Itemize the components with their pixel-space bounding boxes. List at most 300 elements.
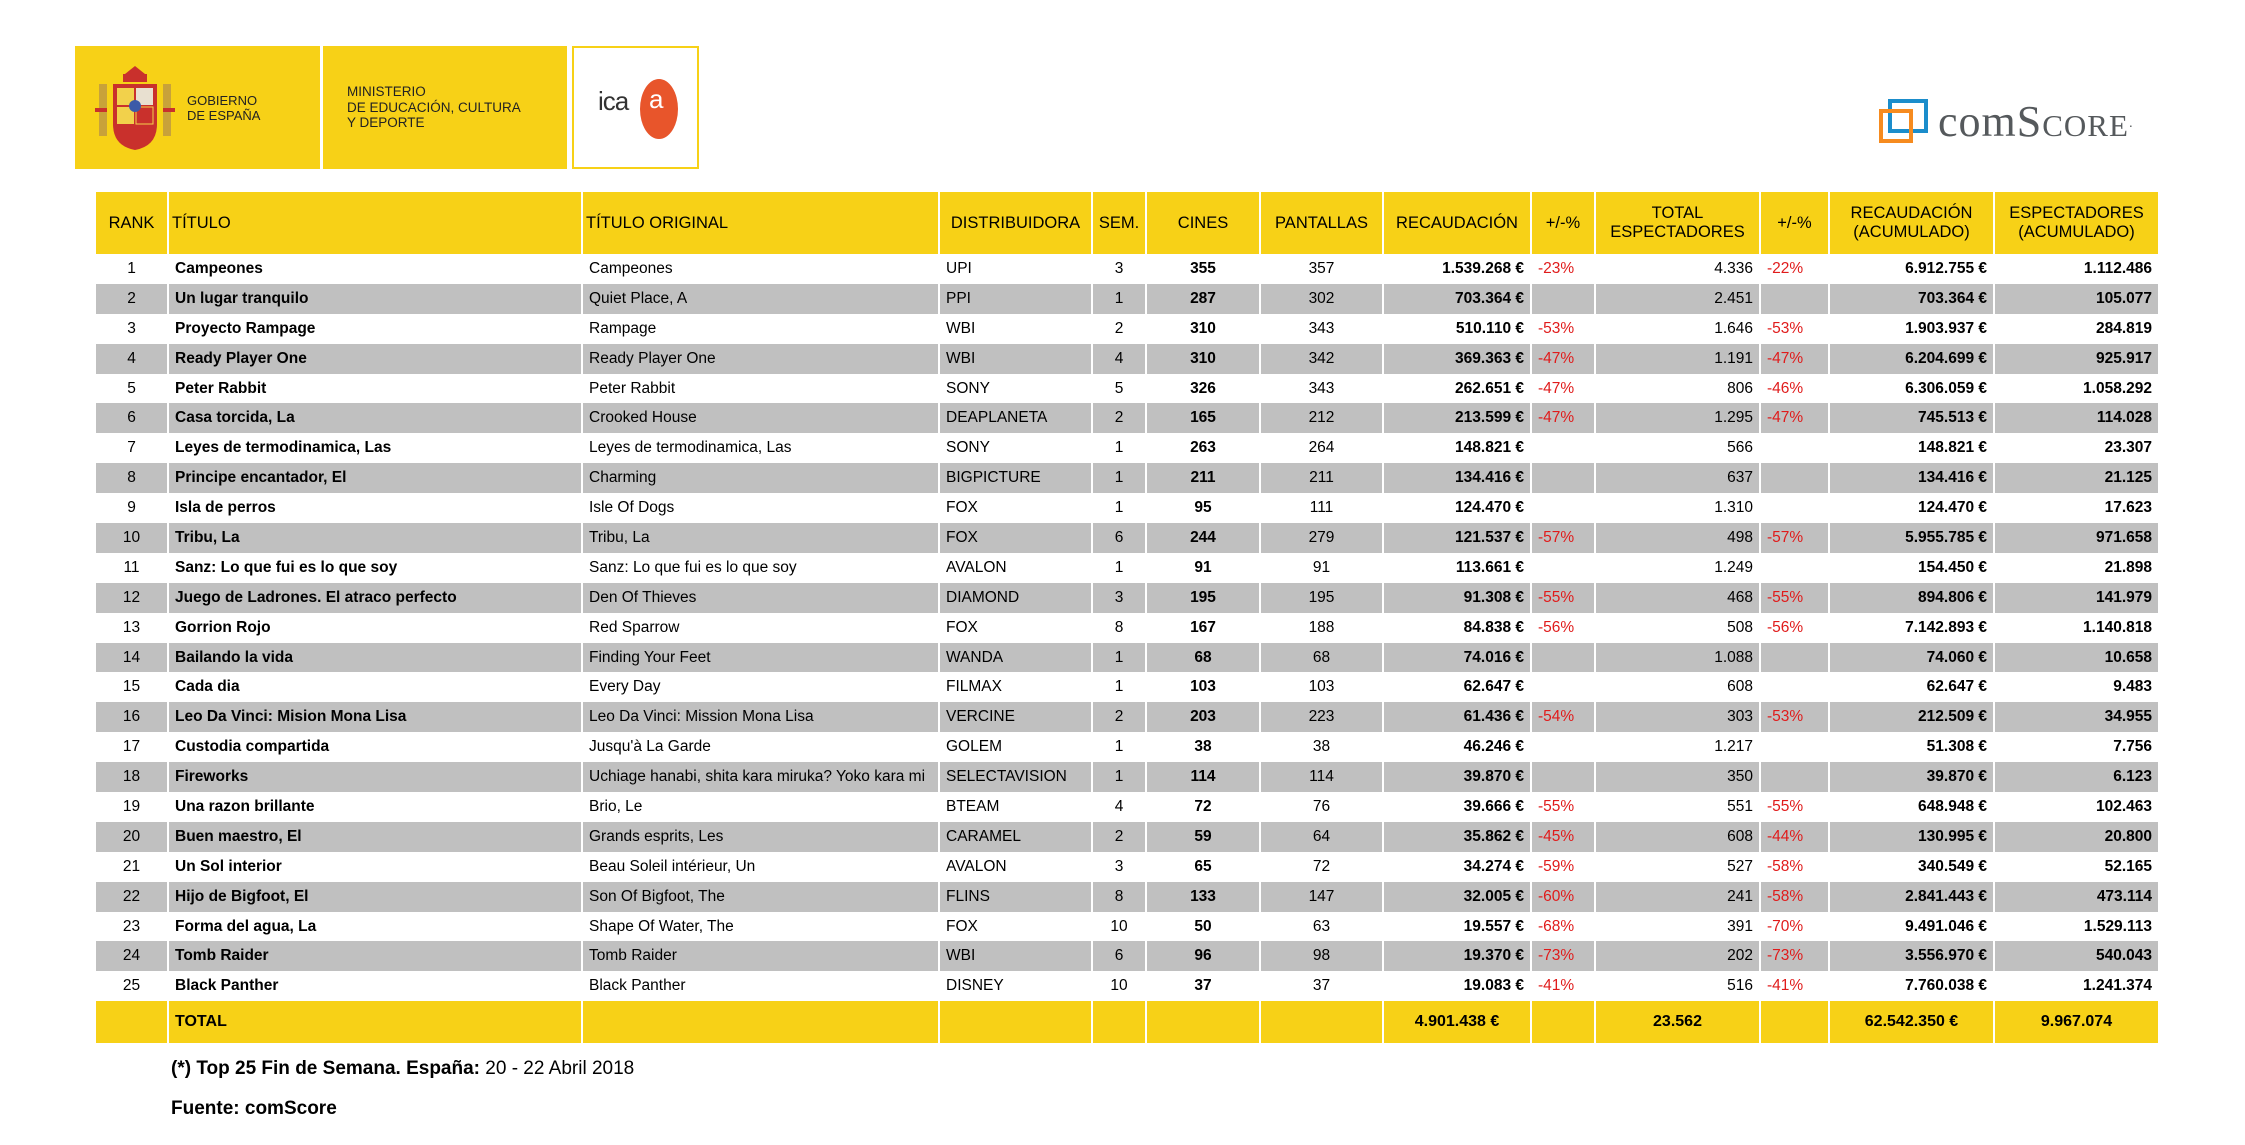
cell-espectadores-acumulado: 1.241.374	[2083, 977, 2152, 995]
cell-var-recaudacion: -57%	[1532, 523, 1594, 553]
ministerio-line2: DE EDUCACIÓN, CULTURA	[347, 99, 521, 115]
cell-espectadores: 516	[1727, 977, 1753, 995]
cell-cines: 355	[1190, 259, 1216, 277]
cell-distribuidora: DIAMOND	[940, 583, 1091, 613]
cell-cines: 310	[1190, 319, 1216, 337]
cell-distribuidora: BIGPICTURE	[940, 463, 1091, 493]
cell-sem: 4	[1114, 797, 1124, 815]
cell-sem: 1	[1114, 439, 1124, 457]
cell-pantallas: 264	[1308, 439, 1335, 457]
cell-rank: 16	[96, 702, 167, 732]
cell-rank: 14	[96, 643, 167, 673]
table-row	[96, 732, 2158, 762]
cell-recaudacion-acumulado: 648.948 €	[1918, 797, 1987, 815]
cell-pantallas: 103	[1308, 678, 1335, 696]
table-row	[96, 852, 2158, 882]
cell-espectadores-acumulado: 925.917	[1995, 344, 2158, 374]
cell-var-espectadores: -55%	[1761, 583, 1828, 613]
cell-var-espectadores: -41%	[1767, 977, 1804, 995]
cell-cines: 287	[1147, 284, 1259, 314]
ministerio-line1: MINISTERIO	[347, 84, 426, 100]
cell-distribuidora: CARAMEL	[940, 822, 1091, 852]
table-row	[96, 433, 2158, 463]
cell-distribuidora: BTEAM	[946, 797, 1000, 815]
col-var-recaudacion: +/-%	[1532, 192, 1594, 254]
cell-var-recaudacion: -47%	[1532, 403, 1594, 433]
cell-sem: 2	[1093, 822, 1145, 852]
cell-distribuidora: FOX	[946, 499, 978, 517]
cell-recaudacion-acumulado: 39.870 €	[1830, 762, 1993, 792]
cell-recaudacion: 34.274 €	[1463, 857, 1524, 875]
col-titulo-original: TÍTULO ORIGINAL	[583, 192, 938, 254]
cell-espectadores: 608	[1596, 822, 1759, 852]
cell-espectadores-acumulado: 21.898	[2104, 558, 2152, 576]
cell-distribuidora: SONY	[946, 379, 990, 397]
cell-title: Proyecto Rampage	[175, 319, 316, 337]
cell-cines: 114	[1147, 762, 1259, 792]
cell-title: Ready Player One	[169, 344, 581, 374]
cell-title: Cada dia	[175, 678, 240, 696]
table-row	[96, 882, 2158, 912]
cell-distribuidora: DISNEY	[946, 977, 1004, 995]
cell-cines: 37	[1194, 977, 1212, 995]
cell-var-espectadores: -56%	[1767, 618, 1804, 636]
cell-espectadores: 2.451	[1596, 284, 1759, 314]
cell-title: Tribu, La	[169, 523, 581, 553]
cell-distribuidora: FOX	[946, 917, 978, 935]
cell-cines: 96	[1147, 941, 1259, 971]
cell-var-espectadores	[1761, 553, 1828, 583]
cell-espectadores-acumulado: 114.028	[1995, 403, 2158, 433]
cell-recaudacion: 121.537 €	[1384, 523, 1530, 553]
cell-rank: 2	[96, 284, 167, 314]
table-row	[96, 822, 2158, 852]
cell-var-espectadores	[1761, 463, 1828, 493]
cell-sem: 1	[1093, 643, 1145, 673]
cell-espectadores-acumulado: 1.058.292	[2083, 379, 2152, 397]
cell-original-title: Finding Your Feet	[583, 643, 938, 673]
source-note: Fuente: comScore	[171, 1098, 337, 1119]
cell-original-title: Den Of Thieves	[583, 583, 938, 613]
cell-original-title: Every Day	[589, 678, 661, 696]
totals-label: TOTAL	[169, 1001, 581, 1043]
total-espectadores: 23.562	[1596, 1001, 1759, 1043]
cell-recaudacion: 124.470 €	[1455, 499, 1524, 517]
cell-pantallas: 76	[1312, 797, 1331, 815]
cell-espectadores: 1.295	[1596, 403, 1759, 433]
total-recaudacion-acumulado: 62.542.350 €	[1830, 1001, 1993, 1043]
col-espectadores-acumulado: ESPECTADORES (ACUMULADO)	[1995, 192, 2158, 254]
cell-cines: 167	[1190, 618, 1216, 636]
cell-recaudacion: 19.557 €	[1463, 917, 1524, 935]
cell-title: Casa torcida, La	[169, 403, 581, 433]
cell-pantallas: 64	[1261, 822, 1382, 852]
comscore-wordmark: comScore	[1938, 97, 2129, 146]
cell-distribuidora: FILMAX	[946, 678, 1002, 696]
cell-cines: 50	[1194, 917, 1212, 935]
cell-var-espectadores: -44%	[1761, 822, 1828, 852]
cell-distribuidora: SONY	[946, 439, 990, 457]
cell-original-title: Brio, Le	[589, 797, 643, 815]
cell-recaudacion: 510.110 €	[1455, 319, 1524, 337]
cell-cines: 310	[1147, 344, 1259, 374]
cell-pantallas: 91	[1312, 558, 1331, 576]
cell-original-title: Isle Of Dogs	[589, 499, 675, 517]
cell-distribuidora: WANDA	[940, 643, 1091, 673]
cell-cines: 165	[1147, 403, 1259, 433]
cell-original-title: Sanz: Lo que fui es lo que soy	[589, 558, 797, 576]
cell-cines: 65	[1194, 857, 1212, 875]
table-row	[96, 344, 2158, 374]
cell-title: Forma del agua, La	[175, 917, 317, 935]
cell-var-recaudacion: -68%	[1538, 917, 1575, 935]
cell-espectadores: 1.088	[1596, 643, 1759, 673]
cell-pantallas: 114	[1261, 762, 1382, 792]
cell-espectadores-acumulado: 105.077	[1995, 284, 2158, 314]
cell-rank: 20	[96, 822, 167, 852]
comscore-logo: comScore .	[1878, 96, 2133, 147]
cell-var-espectadores: -70%	[1767, 917, 1804, 935]
cell-var-espectadores: -47%	[1761, 403, 1828, 433]
cell-var-recaudacion	[1532, 284, 1594, 314]
cell-cines: 195	[1147, 583, 1259, 613]
cell-title: Un Sol interior	[175, 857, 282, 875]
cell-title: Peter Rabbit	[175, 379, 267, 397]
gobierno-line1: GOBIERNO	[187, 92, 258, 108]
cell-pantallas: 38	[1312, 738, 1331, 756]
cell-espectadores: 551	[1727, 797, 1753, 815]
cell-pantallas: 212	[1261, 403, 1382, 433]
cell-recaudacion-acumulado: 1.903.937 €	[1905, 319, 1987, 337]
cell-rank: 21	[122, 857, 141, 875]
cell-distribuidora: DEAPLANETA	[940, 403, 1091, 433]
cell-rank: 23	[122, 917, 141, 935]
cell-espectadores-acumulado: 971.658	[1995, 523, 2158, 553]
cell-var-espectadores	[1761, 672, 1828, 702]
cell-original-title: Ready Player One	[583, 344, 938, 374]
cell-pantallas: 357	[1308, 259, 1335, 277]
cell-recaudacion-acumulado: 74.060 €	[1830, 643, 1993, 673]
cell-original-title: Leyes de termodinamica, Las	[589, 439, 792, 457]
cell-sem: 8	[1093, 882, 1145, 912]
cell-espectadores-acumulado: 17.623	[2104, 499, 2152, 517]
table-row	[96, 643, 2158, 673]
cell-recaudacion-acumulado: 6.912.755 €	[1905, 259, 1987, 277]
cell-recaudacion-acumulado: 154.450 €	[1918, 558, 1987, 576]
cell-recaudacion-acumulado: 148.821 €	[1918, 439, 1987, 457]
cell-espectadores-acumulado: 141.979	[1995, 583, 2158, 613]
cell-original-title: Tomb Raider	[583, 941, 938, 971]
cell-distribuidora: WBI	[940, 941, 1091, 971]
table-row	[96, 762, 2158, 792]
cell-espectadores: 468	[1596, 583, 1759, 613]
cell-recaudacion-acumulado: 7.142.893 €	[1905, 618, 1987, 636]
cell-var-recaudacion	[1532, 463, 1594, 493]
cell-title: Leo Da Vinci: Mision Mona Lisa	[169, 702, 581, 732]
cell-recaudacion: 1.539.268 €	[1442, 259, 1524, 277]
cell-recaudacion-acumulado: 2.841.443 €	[1830, 882, 1993, 912]
cell-pantallas: 147	[1261, 882, 1382, 912]
cell-sem: 3	[1114, 857, 1124, 875]
cell-original-title: Leo Da Vinci: Mission Mona Lisa	[583, 702, 938, 732]
table-header-row	[96, 192, 2158, 254]
cell-distribuidora: UPI	[946, 259, 972, 277]
cell-espectadores-acumulado: 473.114	[1995, 882, 2158, 912]
table-row	[96, 403, 2158, 433]
footnote-dates: 20 - 22 Abril 2018	[480, 1058, 635, 1079]
cell-pantallas: 72	[1312, 857, 1331, 875]
table-row	[96, 523, 2158, 553]
cell-espectadores-acumulado: 10.658	[1995, 643, 2158, 673]
cell-recaudacion: 74.016 €	[1384, 643, 1530, 673]
cell-var-recaudacion: -47%	[1532, 344, 1594, 374]
col-total-espectadores: TOTAL ESPECTADORES	[1596, 192, 1759, 254]
cell-recaudacion-acumulado: 9.491.046 €	[1905, 917, 1987, 935]
cell-title: Tomb Raider	[169, 941, 581, 971]
cell-espectadores: 527	[1727, 857, 1753, 875]
cell-espectadores-acumulado: 1.112.486	[2083, 259, 2152, 277]
cell-title: Una razon brillante	[175, 797, 315, 815]
cell-rank: 8	[96, 463, 167, 493]
cell-espectadores-acumulado: 21.125	[1995, 463, 2158, 493]
cell-var-recaudacion: -45%	[1532, 822, 1594, 852]
cell-var-espectadores	[1761, 643, 1828, 673]
cell-recaudacion: 91.308 €	[1384, 583, 1530, 613]
cell-rank: 9	[127, 499, 136, 517]
cell-espectadores: 241	[1596, 882, 1759, 912]
col-rank: RANK	[96, 192, 167, 254]
cell-var-espectadores: -57%	[1761, 523, 1828, 553]
cell-recaudacion-acumulado: 124.470 €	[1918, 499, 1987, 517]
cell-title: Juego de Ladrones. El atraco perfecto	[169, 583, 581, 613]
cell-espectadores-acumulado: 34.955	[1995, 702, 2158, 732]
cell-espectadores-acumulado: 23.307	[2104, 439, 2152, 457]
cell-var-recaudacion: -47%	[1538, 379, 1575, 397]
table-row	[96, 314, 2158, 344]
cell-original-title: Son Of Bigfoot, The	[583, 882, 938, 912]
col-var-espectadores: +/-%	[1761, 192, 1828, 254]
col-recaudacion: RECAUDACIÓN	[1384, 192, 1530, 254]
cell-original-title: Black Panther	[589, 977, 686, 995]
cell-original-title: Rampage	[589, 319, 657, 337]
col-cines: CINES	[1147, 192, 1259, 254]
cell-sem: 10	[1110, 977, 1128, 995]
cell-recaudacion-acumulado: 5.955.785 €	[1830, 523, 1993, 553]
cell-var-recaudacion	[1532, 553, 1594, 583]
cell-title: Black Panther	[175, 977, 279, 995]
cell-var-espectadores: -46%	[1767, 379, 1804, 397]
col-sem: SEM.	[1093, 192, 1145, 254]
gobierno-line2: DE ESPAÑA	[187, 107, 261, 123]
cell-sem: 1	[1093, 762, 1145, 792]
cell-var-recaudacion: -54%	[1532, 702, 1594, 732]
cell-rank: 13	[122, 618, 141, 636]
cell-pantallas: 342	[1261, 344, 1382, 374]
cell-title: Bailando la vida	[169, 643, 581, 673]
cell-pantallas: 37	[1312, 977, 1331, 995]
cell-var-recaudacion	[1532, 433, 1594, 463]
cell-espectadores-acumulado: 102.463	[2095, 797, 2152, 815]
cell-distribuidora: GOLEM	[946, 738, 1002, 756]
cell-var-recaudacion: -23%	[1538, 259, 1575, 277]
cell-espectadores: 391	[1727, 917, 1753, 935]
cell-distribuidora: VERCINE	[940, 702, 1091, 732]
table-row	[96, 672, 2158, 702]
coat-of-arms-icon	[95, 62, 175, 154]
col-distribuidora: DISTRIBUIDORA	[940, 192, 1091, 254]
cell-title: Sanz: Lo que fui es lo que soy	[175, 558, 398, 576]
cell-sem: 1	[1114, 558, 1124, 576]
cell-espectadores: 806	[1727, 379, 1753, 397]
col-pantallas: PANTALLAS	[1261, 192, 1382, 254]
cell-title: Gorrion Rojo	[175, 618, 271, 636]
cell-espectadores-acumulado: 20.800	[1995, 822, 2158, 852]
cell-recaudacion: 61.436 €	[1384, 702, 1530, 732]
cell-original-title: Campeones	[589, 259, 673, 277]
cell-rank: 17	[122, 738, 141, 756]
cell-espectadores-acumulado: 284.819	[2095, 319, 2152, 337]
cell-pantallas: 302	[1261, 284, 1382, 314]
cell-recaudacion: 39.870 €	[1384, 762, 1530, 792]
cell-distribuidora: AVALON	[946, 558, 1007, 576]
cell-original-title: Peter Rabbit	[589, 379, 676, 397]
cell-recaudacion: 35.862 €	[1384, 822, 1530, 852]
total-recaudacion: 4.901.438 €	[1384, 1001, 1530, 1043]
cell-espectadores: 1.249	[1714, 558, 1753, 576]
cell-sem: 10	[1110, 917, 1128, 935]
cell-cines: 91	[1194, 558, 1212, 576]
cell-cines: 59	[1147, 822, 1259, 852]
cell-original-title: Beau Soleil intérieur, Un	[589, 857, 756, 875]
footnote	[171, 1058, 634, 1080]
cell-rank: 15	[122, 678, 141, 696]
cell-var-espectadores	[1761, 433, 1828, 463]
cell-var-espectadores: -53%	[1761, 702, 1828, 732]
cell-espectadores: 566	[1727, 439, 1753, 457]
cell-pantallas: 223	[1261, 702, 1382, 732]
footnote-title: (*) Top 25 Fin de Semana. España:	[171, 1058, 480, 1079]
cell-title: Fireworks	[169, 762, 581, 792]
cell-cines: 95	[1194, 499, 1212, 517]
gobierno-logo	[75, 46, 320, 169]
cell-cines: 72	[1194, 797, 1212, 815]
icaa-logo-text: ica	[598, 86, 629, 116]
cell-cines: 326	[1190, 379, 1216, 397]
cell-recaudacion: 134.416 €	[1384, 463, 1530, 493]
cell-var-recaudacion: -59%	[1538, 857, 1575, 875]
cell-var-espectadores: -47%	[1761, 344, 1828, 374]
cell-var-espectadores	[1761, 762, 1828, 792]
cell-rank: 24	[96, 941, 167, 971]
cell-distribuidora: WBI	[946, 319, 976, 337]
cell-var-recaudacion: -73%	[1532, 941, 1594, 971]
cell-var-recaudacion: -41%	[1538, 977, 1575, 995]
cell-pantallas: 211	[1261, 463, 1382, 493]
table-row	[96, 941, 2158, 971]
cell-rank: 4	[96, 344, 167, 374]
cell-title: Isla de perros	[175, 499, 276, 517]
cell-title: Leyes de termodinamica, Las	[175, 439, 392, 457]
cell-var-recaudacion: -55%	[1538, 797, 1575, 815]
ministerio-line3: Y DEPORTE	[347, 115, 425, 131]
cell-recaudacion-acumulado: 3.556.970 €	[1830, 941, 1993, 971]
cell-pantallas: 63	[1312, 917, 1331, 935]
table-row	[96, 613, 2158, 643]
cell-espectadores: 1.191	[1596, 344, 1759, 374]
cell-recaudacion-acumulado: 6.204.699 €	[1830, 344, 1993, 374]
cell-title: Principe encantador, El	[169, 463, 581, 493]
cell-cines: 244	[1147, 523, 1259, 553]
cell-title: Hijo de Bigfoot, El	[169, 882, 581, 912]
total-espectadores-acumulado: 9.967.074	[1995, 1001, 2158, 1043]
cell-sem: 1	[1093, 463, 1145, 493]
gobierno-text	[187, 93, 260, 123]
cell-title: Custodia compartida	[175, 738, 330, 756]
cell-recaudacion-acumulado: 212.509 €	[1830, 702, 1993, 732]
cell-pantallas: 343	[1308, 319, 1335, 337]
table-row	[96, 374, 2158, 404]
table-row	[96, 493, 2158, 523]
cell-distribuidora: FLINS	[940, 882, 1091, 912]
cell-var-recaudacion: -60%	[1532, 882, 1594, 912]
cell-sem: 4	[1093, 344, 1145, 374]
cell-original-title: Tribu, La	[583, 523, 938, 553]
cell-cines: 38	[1194, 738, 1212, 756]
cell-var-recaudacion	[1532, 493, 1594, 523]
cell-var-recaudacion	[1532, 732, 1594, 762]
ministerio-logo	[323, 46, 567, 169]
header-banner	[75, 46, 699, 169]
cell-recaudacion: 19.370 €	[1384, 941, 1530, 971]
cell-distribuidora: AVALON	[946, 857, 1007, 875]
cell-recaudacion-acumulado: 62.647 €	[1926, 678, 1987, 696]
cell-recaudacion-acumulado: 51.308 €	[1926, 738, 1987, 756]
cell-sem: 2	[1093, 702, 1145, 732]
cell-rank: 12	[96, 583, 167, 613]
col-titulo: TÍTULO	[169, 192, 581, 254]
cell-original-title: Uchiage hanabi, shita kara miruka? Yoko kara mi	[583, 762, 938, 792]
cell-recaudacion: 62.647 €	[1463, 678, 1524, 696]
table-row	[96, 553, 2158, 583]
cell-rank: 5	[127, 379, 136, 397]
cell-rank: 25	[122, 977, 141, 995]
cell-espectadores: 508	[1727, 618, 1753, 636]
cell-recaudacion: 19.083 €	[1463, 977, 1524, 995]
comscore-icon	[1878, 99, 1930, 145]
cell-sem: 1	[1093, 284, 1145, 314]
cell-espectadores: 350	[1596, 762, 1759, 792]
cell-recaudacion-acumulado: 745.513 €	[1830, 403, 1993, 433]
cell-rank: 1	[127, 259, 136, 277]
cell-espectadores: 608	[1727, 678, 1753, 696]
cell-distribuidora: PPI	[940, 284, 1091, 314]
table-row	[96, 702, 2158, 732]
table-row	[96, 463, 2158, 493]
box-office-table	[94, 192, 2160, 1043]
cell-espectadores: 303	[1596, 702, 1759, 732]
cell-var-recaudacion	[1532, 672, 1594, 702]
cell-var-recaudacion: -56%	[1538, 618, 1575, 636]
cell-sem: 5	[1114, 379, 1124, 397]
cell-recaudacion: 148.821 €	[1455, 439, 1524, 457]
cell-var-espectadores: -58%	[1761, 882, 1828, 912]
cell-var-recaudacion	[1532, 643, 1594, 673]
cell-cines: 133	[1147, 882, 1259, 912]
cell-var-espectadores	[1761, 493, 1828, 523]
cell-distribuidora: FOX	[946, 618, 978, 636]
cell-espectadores: 1.217	[1714, 738, 1753, 756]
cell-rank: 3	[127, 319, 136, 337]
